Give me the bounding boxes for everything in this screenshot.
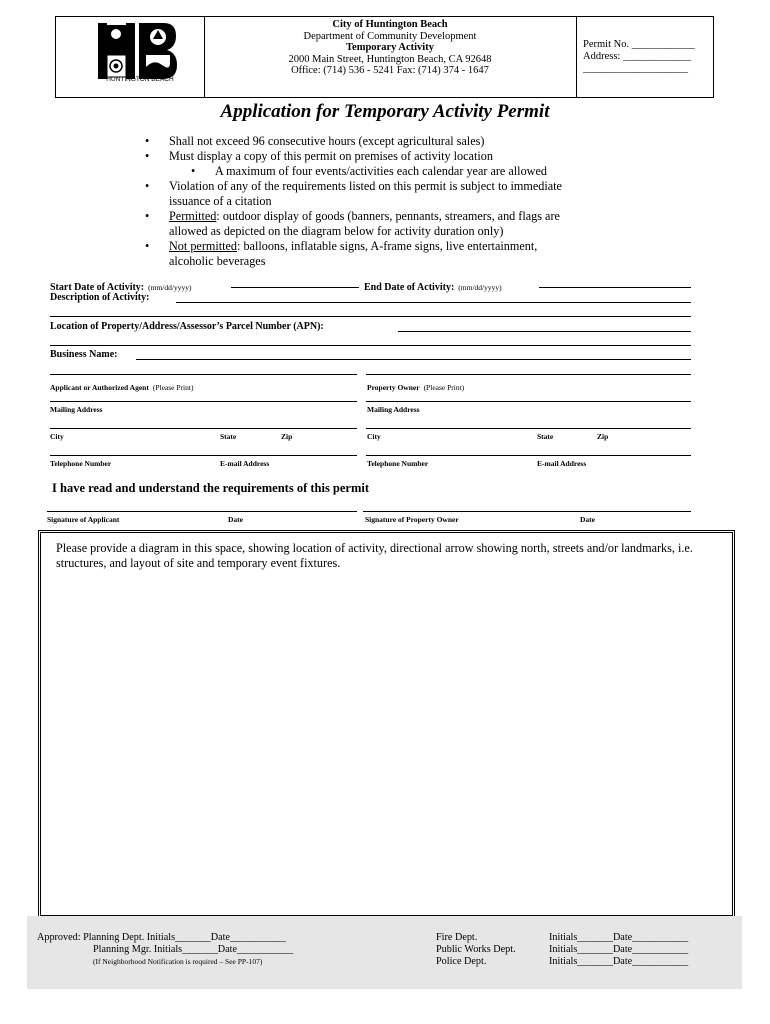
applicant-name-field[interactable]	[50, 374, 357, 375]
description-field-line2[interactable]	[50, 316, 691, 317]
owner-city-field[interactable]	[366, 428, 691, 429]
applicant-city-field[interactable]	[50, 428, 357, 429]
applicant-state-label: State	[220, 432, 237, 441]
location-label: Location of Property/Address/Assessor’s Parcel Number (APN):	[50, 321, 324, 332]
list-item: • Shall not exceed 96 consecutive hours (except agricultural sales)	[145, 134, 685, 149]
logo-cell	[56, 17, 205, 97]
permitted-label: Permitted	[169, 209, 217, 223]
permit-number-field[interactable]: Permit No. ____________	[583, 39, 695, 50]
department-name: Department of Community Development	[303, 30, 477, 42]
diagram-instructions: Please provide a diagram in this space, showing location of activity, directional arrow showing north, streets and/or landmarks, i.e. structures, and layout of site and temporary event fixtures.	[56, 541, 693, 570]
requirements-list	[145, 134, 685, 269]
applicant-phone-field[interactable]	[50, 455, 357, 456]
owner-zip-label: Zip	[597, 432, 609, 441]
list-item-text: alcoholic beverages	[169, 254, 266, 268]
owner-date-label: Date	[580, 515, 595, 524]
applicant-mailing-label: Mailing Address	[50, 405, 103, 414]
list-item: • Must display a copy of this permit on premises of activity location	[145, 149, 685, 164]
applicant-phone-label: Telephone Number	[50, 459, 112, 468]
owner-name-field[interactable]	[366, 374, 691, 375]
form-title: Application for Temporary Activity Permit	[220, 101, 550, 122]
list-item-text: allowed as depicted on the diagram below for activity duration only)	[169, 224, 504, 238]
owner-signature-field[interactable]	[363, 511, 691, 512]
end-date-text: End Date of Activity:	[364, 282, 455, 293]
end-date-label	[364, 277, 502, 295]
applicant-label	[50, 377, 193, 395]
activity-type: Temporary Activity	[346, 42, 434, 54]
department-info	[204, 17, 577, 97]
list-item	[145, 179, 685, 209]
owner-phone-label: Telephone Number	[367, 459, 429, 468]
owner-city-label: City	[367, 432, 381, 441]
not-permitted-label: Not permitted	[169, 239, 238, 253]
acknowledgement-text: I have read and understand the requirements of this permit	[52, 481, 370, 495]
street-address: 2000 Main Street, Huntington Beach, CA 92648	[288, 53, 492, 65]
business-name-field[interactable]	[136, 359, 691, 360]
location-field[interactable]	[398, 331, 691, 332]
applicant-note: (Please Print)	[152, 383, 194, 392]
business-name-label: Business Name:	[50, 349, 118, 360]
owner-signature-label: Signature of Property Owner	[365, 515, 459, 524]
start-date-format: (mm/dd/yyyy)	[148, 283, 192, 292]
approval-section	[27, 916, 742, 989]
fire-initials-date: Initials_______Date___________	[549, 932, 689, 943]
start-date-text: Start Date of Activity:	[50, 282, 145, 293]
site-diagram-area[interactable]	[38, 530, 735, 918]
fire-dept-label: Fire Dept.	[436, 932, 478, 943]
owner-mailing-label: Mailing Address	[367, 405, 420, 414]
applicant-email-label: E-mail Address	[220, 459, 270, 468]
applicant-signature-label: Signature of Applicant	[47, 515, 120, 524]
neighborhood-note: (If Neighborhood Notification is required – See PP-107)	[93, 957, 263, 966]
end-date-field[interactable]	[539, 287, 691, 288]
permit-box	[577, 17, 713, 97]
permit-address-line2[interactable]: ____________________	[583, 63, 688, 74]
planning-mgr-approval: Planning Mgr. Initials_______Date___________	[93, 944, 294, 955]
office-phone: Office: (714) 536 - 5241 Fax: (714) 374 - 1647	[291, 65, 489, 77]
applicant-date-label: Date	[228, 515, 243, 524]
planning-dept-approval: Approved: Planning Dept. Initials_______Date___________	[37, 932, 286, 943]
police-dept-label: Police Dept.	[436, 956, 487, 967]
public-works-initials-date: Initials_______Date___________	[549, 944, 689, 955]
owner-email-label: E-mail Address	[537, 459, 587, 468]
applicant-mailing-field[interactable]	[50, 401, 357, 402]
list-item-text: : outdoor display of goods (banners, pennants, streamers, and flags are	[216, 209, 560, 223]
list-subitem: • A maximum of four events/activities each calendar year are allowed	[145, 164, 685, 179]
public-works-label: Public Works Dept.	[436, 944, 516, 955]
owner-label-text: Property Owner	[367, 383, 420, 392]
applicant-label-text: Applicant or Authorized Agent	[50, 383, 149, 392]
city-name: City of Huntington Beach	[332, 19, 448, 30]
letterhead-table	[55, 16, 714, 98]
owner-phone-field[interactable]	[366, 455, 691, 456]
permit-address-field[interactable]: Address: _____________	[583, 51, 692, 62]
applicant-zip-label: Zip	[281, 432, 293, 441]
owner-note: (Please Print)	[423, 383, 465, 392]
list-item-text: Violation of any of the requirements listed on this permit is subject to immediate	[169, 179, 562, 193]
list-item	[145, 239, 685, 269]
logo-caption: HUNTINGTON BEACH	[106, 76, 174, 83]
police-initials-date: Initials_______Date___________	[549, 956, 689, 967]
owner-label	[367, 377, 464, 395]
description-field[interactable]	[176, 302, 691, 303]
owner-state-label: State	[537, 432, 554, 441]
start-date-field[interactable]	[231, 287, 359, 288]
applicant-signature-field[interactable]	[47, 511, 357, 512]
description-label: Description of Activity:	[50, 292, 150, 303]
end-date-format: (mm/dd/yyyy)	[458, 283, 502, 292]
list-item	[145, 209, 685, 239]
owner-mailing-field[interactable]	[366, 401, 691, 402]
location-field-line2[interactable]	[50, 345, 691, 346]
list-item-text: : balloons, inflatable signs, A-frame signs, live entertainment,	[237, 239, 538, 253]
list-item-text: issuance of a citation	[169, 194, 272, 208]
applicant-city-label: City	[50, 432, 64, 441]
